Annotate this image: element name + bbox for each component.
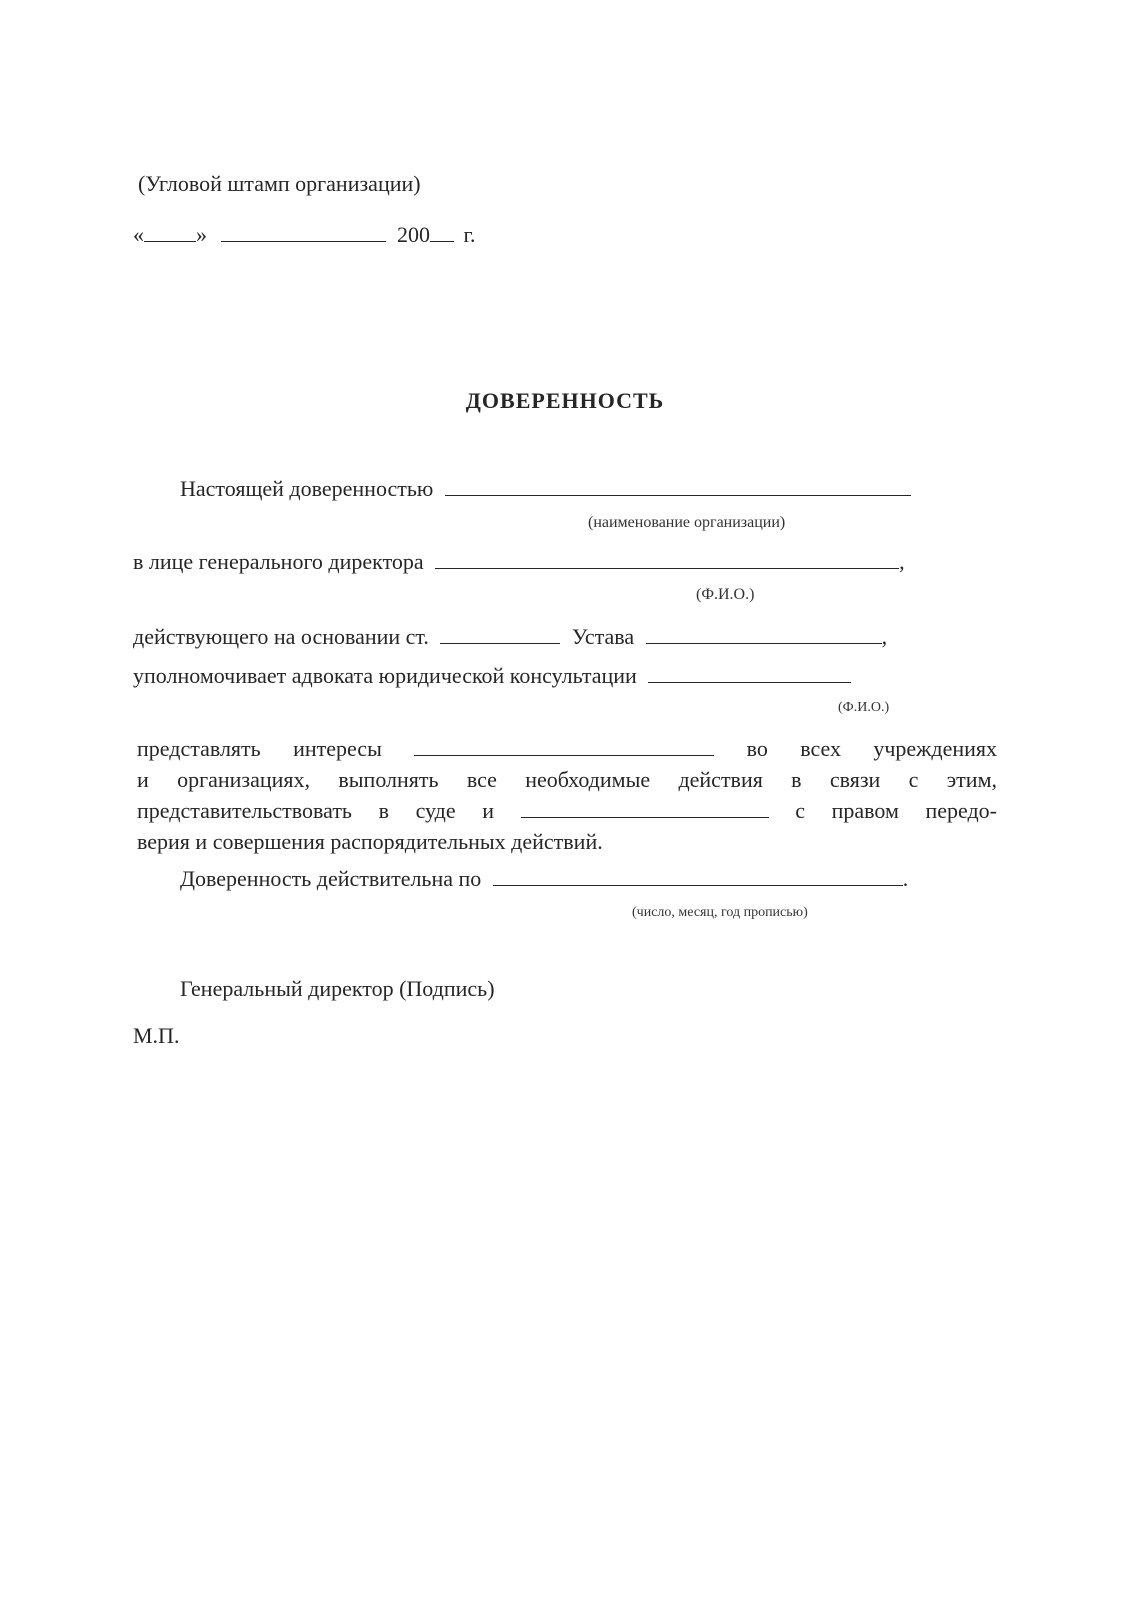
date-line	[133, 222, 476, 248]
line3-middle: Устава	[571, 624, 635, 649]
line2-prefix: в лице генерального директора	[133, 549, 424, 574]
authority-paragraph	[137, 733, 997, 857]
year-suffix: г.	[463, 222, 476, 247]
paragraph-line-4: верия и совершения распорядительных действий.	[137, 829, 603, 854]
year-blank	[430, 223, 454, 242]
validity-suffix: .	[902, 866, 909, 891]
line3-suffix: ,	[881, 624, 888, 649]
line-lawyer	[133, 663, 851, 689]
caption-fio-director: (Ф.И.О.)	[696, 586, 755, 603]
month-blank	[221, 223, 386, 242]
date-close-quote: »	[196, 222, 207, 247]
line-validity	[180, 866, 908, 892]
charter-blank	[646, 625, 882, 644]
year-prefix: 200	[397, 222, 430, 247]
line3-prefix: действующего на основании ст.	[133, 624, 429, 649]
line-director	[133, 549, 905, 575]
paragraph-line-1: представлять интересы во всех учреждениях	[137, 736, 998, 761]
line4-prefix: уполномочивает адвоката юридической консультации	[133, 663, 637, 688]
lawyer-name-blank	[648, 664, 851, 683]
article-blank	[440, 625, 560, 644]
seal-label: М.П.	[133, 1023, 180, 1048]
court-blank	[521, 799, 769, 818]
line1-prefix: Настоящей доверенностью	[180, 476, 434, 501]
day-blank	[144, 223, 196, 242]
stamp-label: (Угловой штамп организации)	[138, 171, 421, 196]
interests-blank	[414, 737, 714, 756]
date-open-quote: «	[133, 222, 144, 247]
organization-name-blank	[445, 477, 911, 496]
director-signature-line: Генеральный директор (Подпись)	[180, 976, 495, 1001]
line2-suffix: ,	[899, 549, 905, 574]
validity-date-blank	[493, 867, 903, 886]
paragraph-line-3: представительствовать в суде и с правом передо-	[137, 798, 998, 823]
line-organization	[180, 476, 911, 502]
caption-fio-lawyer: (Ф.И.О.)	[838, 700, 890, 715]
director-name-blank	[435, 550, 899, 569]
line-charter	[133, 624, 887, 650]
caption-organization-name: (наименование организации)	[588, 514, 786, 531]
validity-prefix: Доверенность действительна по	[180, 866, 482, 891]
document-title: ДОВЕРЕННОСТЬ	[465, 388, 665, 413]
caption-date-in-words: (число, месяц, год прописью)	[632, 905, 808, 920]
paragraph-line-2: и организациях, выполнять все необходимые действия в связи с этим,	[137, 767, 997, 792]
